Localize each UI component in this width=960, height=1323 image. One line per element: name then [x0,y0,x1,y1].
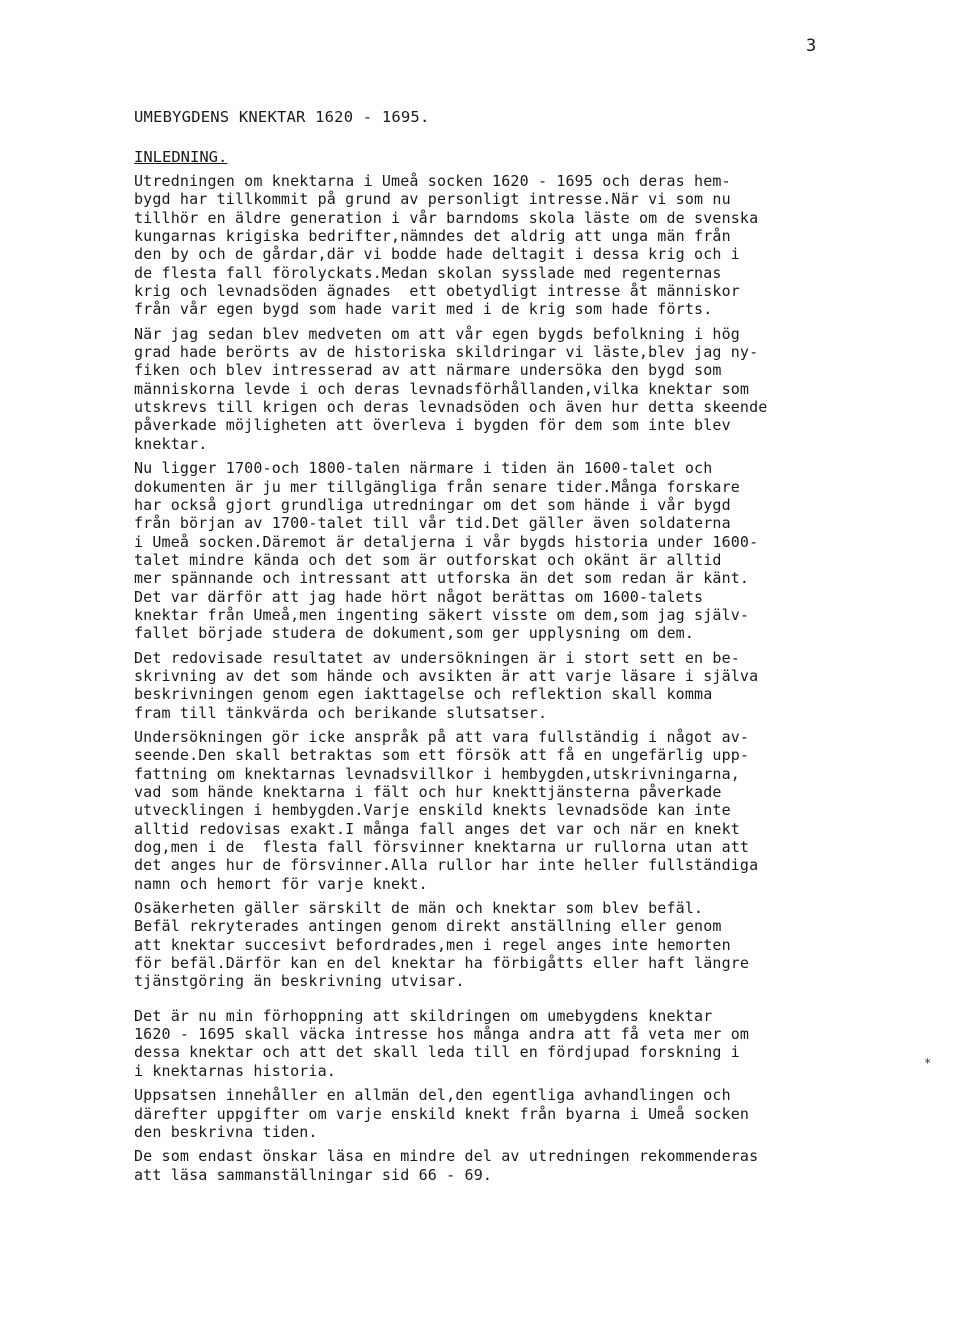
text-line: Det redovisade resultatet av undersökningen är i stort sett en be- [134,648,740,667]
text-line: tjänstgöring än beskrivning utvisar. [134,972,465,991]
page-number: 3 [806,36,817,56]
paragraph [134,172,894,319]
text-line: utskrevs till krigen och deras levnadsöden och även hur detta skeende [134,398,768,417]
text-line: människorna levde i och deras levnadsförhållanden,vilka knektar som [134,379,750,398]
text-line: fiken och blev intresserad av att närmare undersöka den bygd som [134,361,722,380]
text-line: Det är nu min förhoppning att skildringen om umebygdens knektar [134,1006,713,1025]
text-line: Undersökningen gör icke anspråk på att vara fullständig i något av- [134,727,750,746]
text-line: Befäl rekryterades antingen genom direkt anställning eller genom [134,917,722,936]
text-line: fram till tänkvärda och berikande slutsatser. [134,703,548,722]
paragraph [134,459,894,642]
text-line: dokumenten är ju mer tillgängliga från senare tider.Många forskare [134,477,740,496]
text-line: mer spännande och intressant att utforska än det som redan är känt. [134,569,750,588]
text-line: den by och de gårdar,där vi bodde hade deltagit i dessa krig och i [134,245,740,264]
text-line: bygd har tillkommit på grund av personligt intresse.När vi som nu [134,190,731,209]
text-line: från början av 1700-talet till vår tid.Det gäller även soldaterna [134,514,731,533]
text-line: skrivning av det som hände och avsikten är att varje läsare i själva [134,666,759,685]
text-line: De som endast önskar läsa en mindre del av utredningen rekommenderas [134,1147,759,1166]
paragraph [134,728,894,893]
body-text [134,172,894,1190]
text-line: har också gjort grundliga utredningar om det som hände i vår bygd [134,495,731,514]
text-line: i knektarnas historia. [134,1061,336,1080]
text-line: beskrivningen genom egen iakttagelse och reflektion skall komma [134,685,713,704]
text-line: namn och hemort för varje knekt. [134,874,428,893]
text-line: att knektar succesivt befordrades,men i regel anges inte hemorten [134,935,731,954]
paragraph [134,1086,894,1141]
text-line: fattning om knektarnas levnadsvillkor i hembygden,utskrivningarna, [134,764,740,783]
text-line: vad som hände knektarna i fält och hur knekttjänsterna påverkade [134,783,722,801]
text-line: Osäkerheten gäller särskilt de män och knektar som blev befäl. [134,899,704,918]
paragraph [134,1007,894,1080]
text-line: utvecklingen i hembygden.Varje enskild knekts levnadsöde kan inte [134,801,731,820]
text-line: knektar från Umeå,men ingenting säkert visste om dem,som jag själv- [134,605,750,624]
paragraph [134,1147,894,1184]
text-line: därefter uppgifter om varje enskild knekt från byarna i Umeå socken [134,1104,750,1123]
text-line: Det var därför att jag hade hört något berättas om 1600-talets [134,587,704,606]
text-line: krig och levnadsöden ägnades ett obetydligt intresse åt människor [134,282,740,301]
text-line: talet mindre kända och det som är outforskat och okänt är alltid [134,550,722,569]
text-line: alltid redovisas exakt.I många fall anges det var och när en knekt [134,819,740,838]
text-line: Uppsatsen innehåller en allmän del,den egentliga avhandlingen och [134,1086,731,1105]
text-line: det anges hur de försvinner.Alla rullor har inte heller fullständiga [134,856,759,875]
paragraph [134,325,894,453]
text-line: När jag sedan blev medveten om att vår egen bygds befolkning i hög [134,324,740,343]
text-line: knektar. [134,434,208,453]
text-line: grad hade berörts av de historiska skildringar vi läste,blev jag ny- [134,343,759,362]
text-line: att läsa sammanställningar sid 66 - 69. [134,1165,493,1184]
text-line: Utredningen om knektarna i Umeå socken 1620 - 1695 och deras hem- [134,172,731,190]
text-line: för befäl.Därför kan en del knektar ha förbigåtts eller haft längre [134,954,750,973]
text-line: påverkade möjligheten att överleva i bygden för dem som inte blev [134,416,731,435]
document-title: UMEBYGDENS KNEKTAR 1620 - 1695. [134,108,430,126]
paragraph [134,649,894,722]
text-line: dessa knektar och att det skall leda till en fördjupad forskning i [134,1043,740,1062]
text-line: 1620 - 1695 skall väcka intresse hos många andra att få veta mer om [134,1025,750,1044]
text-line: dog,men i de flesta fall försvinner knektarna ur rullorna utan att [134,838,750,857]
text-line: kungarnas krigiska bedrifter,nämndes det aldrig att unga män från [134,227,731,246]
text-line: tillhör en äldre generation i vår barndoms skola läste om de svenska [134,208,759,227]
text-line: de flesta fall förolyckats.Medan skolan sysslade med regenternas [134,263,722,282]
text-line: seende.Den skall betraktas som ett försök att få en ungefärlig upp- [134,746,750,765]
text-line: Nu ligger 1700-och 1800-talen närmare i tiden än 1600-talet och [134,459,713,478]
margin-mark: * [924,1056,932,1070]
text-line: från vår egen bygd som hade varit med i de krig som hade förts. [134,300,713,319]
section-heading: INLEDNING. [134,148,228,166]
paragraph [134,899,894,991]
text-line: den beskrivna tiden. [134,1122,318,1141]
text-line: i Umeå socken.Däremot är detaljerna i vår bygds historia under 1600- [134,532,759,551]
text-line: fallet började studera de dokument,som ger upplysning om dem. [134,624,695,643]
